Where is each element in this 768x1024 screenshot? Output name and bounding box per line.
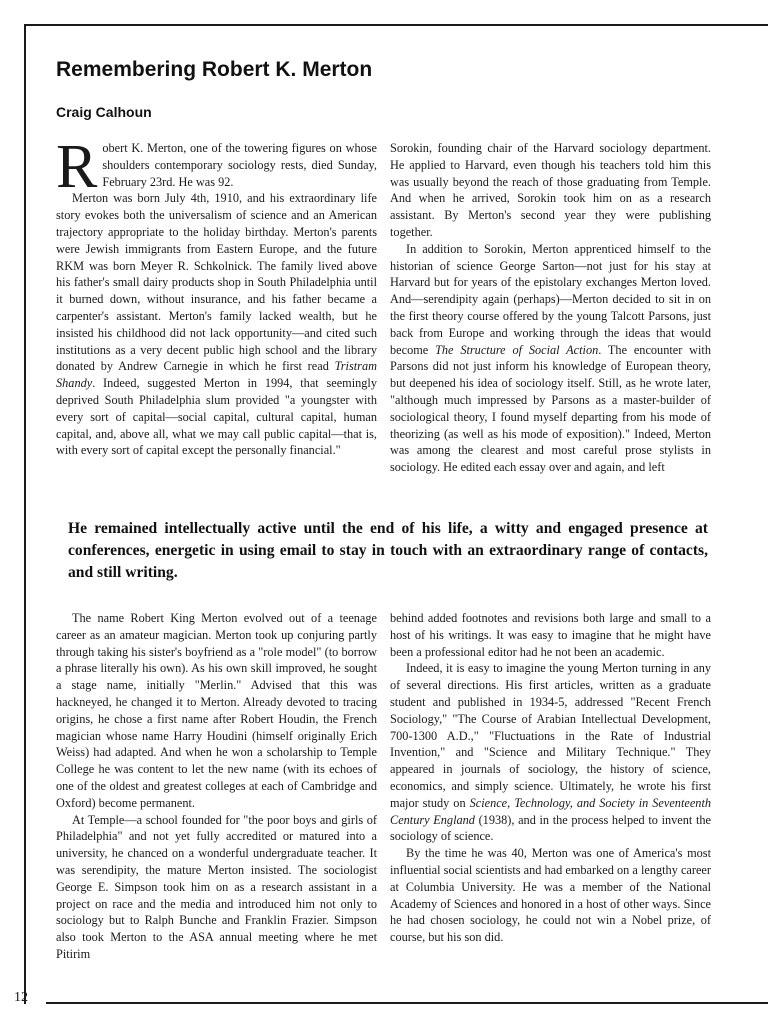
column-top-left: [56, 133, 377, 459]
paragraph-text: . The encounter with Parsons did not just inform his knowledge of European theory, but deepened his idea of sociology itself. Still, as he wrote later, "although much impressed by Parsons as a master-builder of sociological theory, I found myself departing from his mode of theorizing (as well as his mode of exposition)." Indeed, Merton was among the clearest and most careful prose stylists in sociology. He edited each essay over and again, and left: [390, 342, 711, 475]
book-title-italic: Tristram Shandy: [56, 359, 377, 391]
page-number: 12: [14, 990, 28, 1005]
paragraph: [56, 133, 377, 201]
column-bottom-right: [390, 610, 711, 946]
paragraph: At Temple—a school founded for "the poor boys and girls of Philadelphia" and not yet fully accredited or matured into a university, he chanced on a wonderful undergraduate teacher. It was serendipity, the mature Merton insisted. The sociologist George E. Simpson took him on as a research assistant in a project on race and the media and introduced him not only to sociology but to Ralph Bunche and Franklin Frazier. Simpson also took Merton to the ASA annual meeting where he met Pitirim: [56, 812, 377, 961]
paragraph: [390, 660, 711, 845]
article-title: Remembering Robert K. Merton: [56, 58, 373, 81]
paragraph-text: Merton was born July 4th, 1910, and his extraordinary life story evokes both the universalism of science and an American trajectory appropriate to the holiday birthday. Merton's parents were Jewish immigrants from Eastern Europe, and the future RKM was born Meyer R. Schkolnick. The family lived above his father's small dairy products shop in South Philadelphia until it burned down, without insurance, and his father became a carpenter's assistant. Merton's family lacked wealth, but he insisted his childhood did not lack opportunity—and cited such institutions as a very decent public high school and the library donated by Andrew Carnegie in which he first read: [56, 191, 377, 374]
paragraph: The name Robert King Merton evolved out of a teenage career as an amateur magician. Merton took up conjuring partly through taking his sister's boyfriend as a "role model" (to borrow a phrase literally his own). As his own skill improved, he sought a stage name, initially "Merlin." Advised that this was hackneyed, he changed it to Merton. Already devoted to tracing origins, he chose a first name after Robert Houdin, the French magician whose name Harry Houdini (himself originally Erich Weiss) had adapted. And when he won a scholarship to Temple College he was content to let the new name (with its echoes of one of the oldest and greatest colleges at each of Cambridge and Oxford) become permanent.: [56, 611, 377, 810]
pull-quote: He remained intellectually active until the end of his life, a witty and engaged presence at conferences, energetic in using email to stay in touch with an extraordinary range of contacts, and still writing.: [68, 520, 708, 581]
paragraph: [56, 190, 377, 459]
paragraph: By the time he was 40, Merton was one of America's most influential social scientists and had embarked on a lengthy career at Columbia University. He was a member of the National Academy of Sciences and honored in a host of other ways. Since he had chosen sociology, he could not win a Nobel prize, of course, but his son did.: [390, 846, 711, 945]
paragraph: Sorokin, founding chair of the Harvard sociology department. He applied to Harvard, even though his teachers told him this was usually beyond the reach of those graduating from Temple. And when he arrived, Sorokin took him on as a research assistant. By Merton's second year they were publishing together.: [390, 141, 711, 239]
paragraph-text: (1938), and in the process helped to invent the sociology of science.: [390, 812, 711, 844]
book-title-italic: The Structure of Social Action: [435, 342, 599, 357]
paragraph: [390, 241, 711, 476]
page-frame-left-rule: [24, 24, 26, 1004]
column-top-right: [390, 140, 711, 476]
paragraph-text: . Indeed, suggested Merton in 1994, that seemingly deprived South Philadelphia slum provided "a youngster with every sort of capital—social capital, cultural capital, human capital, and, above all, what we may call public capital—that is, with every sort of capital except the personally financial.": [56, 376, 377, 458]
article-author: Craig Calhoun: [56, 104, 152, 120]
column-bottom-left: [56, 610, 377, 963]
paragraph-text: Indeed, it is easy to imagine the young Merton turning in any of several directions. His first articles, written as a graduate student and published in 1934-5, addressed "Recent French Sociology," "The Course of Arabian Intellectual Development, 700-1300 A.D.," "Fluctuations in the Rate of Industrial Invention," and "Science and Military Technique." They appeared in journals of sociology, the history of science, economics, and simply science. Ultimately, he wrote his first major study on: [390, 661, 711, 810]
paragraph-text: obert K. Merton, one of the towering figures on whose shoulders contemporary sociology rests, died Sunday, February 23rd. He was 92.: [102, 141, 377, 189]
book-title-italic: Science, Technology, and Society in Seventeenth Century England: [390, 795, 712, 827]
paragraph: behind added footnotes and revisions both large and small to a host of his writings. It was easy to imagine that he might have been a professional editor had he not been an academic.: [390, 611, 711, 659]
page-frame-bottom-rule: [46, 1002, 768, 1004]
page-frame-top-rule: [24, 24, 768, 26]
drop-cap: R: [56, 133, 98, 201]
paragraph-text: In addition to Sorokin, Merton apprenticed himself to the historian of science George Sarton—not just for his stay at Harvard but for years of the epistolary exchanges Merton loved. And—serendipity again (perhaps)—Merton decided to sit in on the first theory course offered by the young Talcott Parsons, just back from Europe and working through the ideas that would become: [390, 241, 711, 357]
